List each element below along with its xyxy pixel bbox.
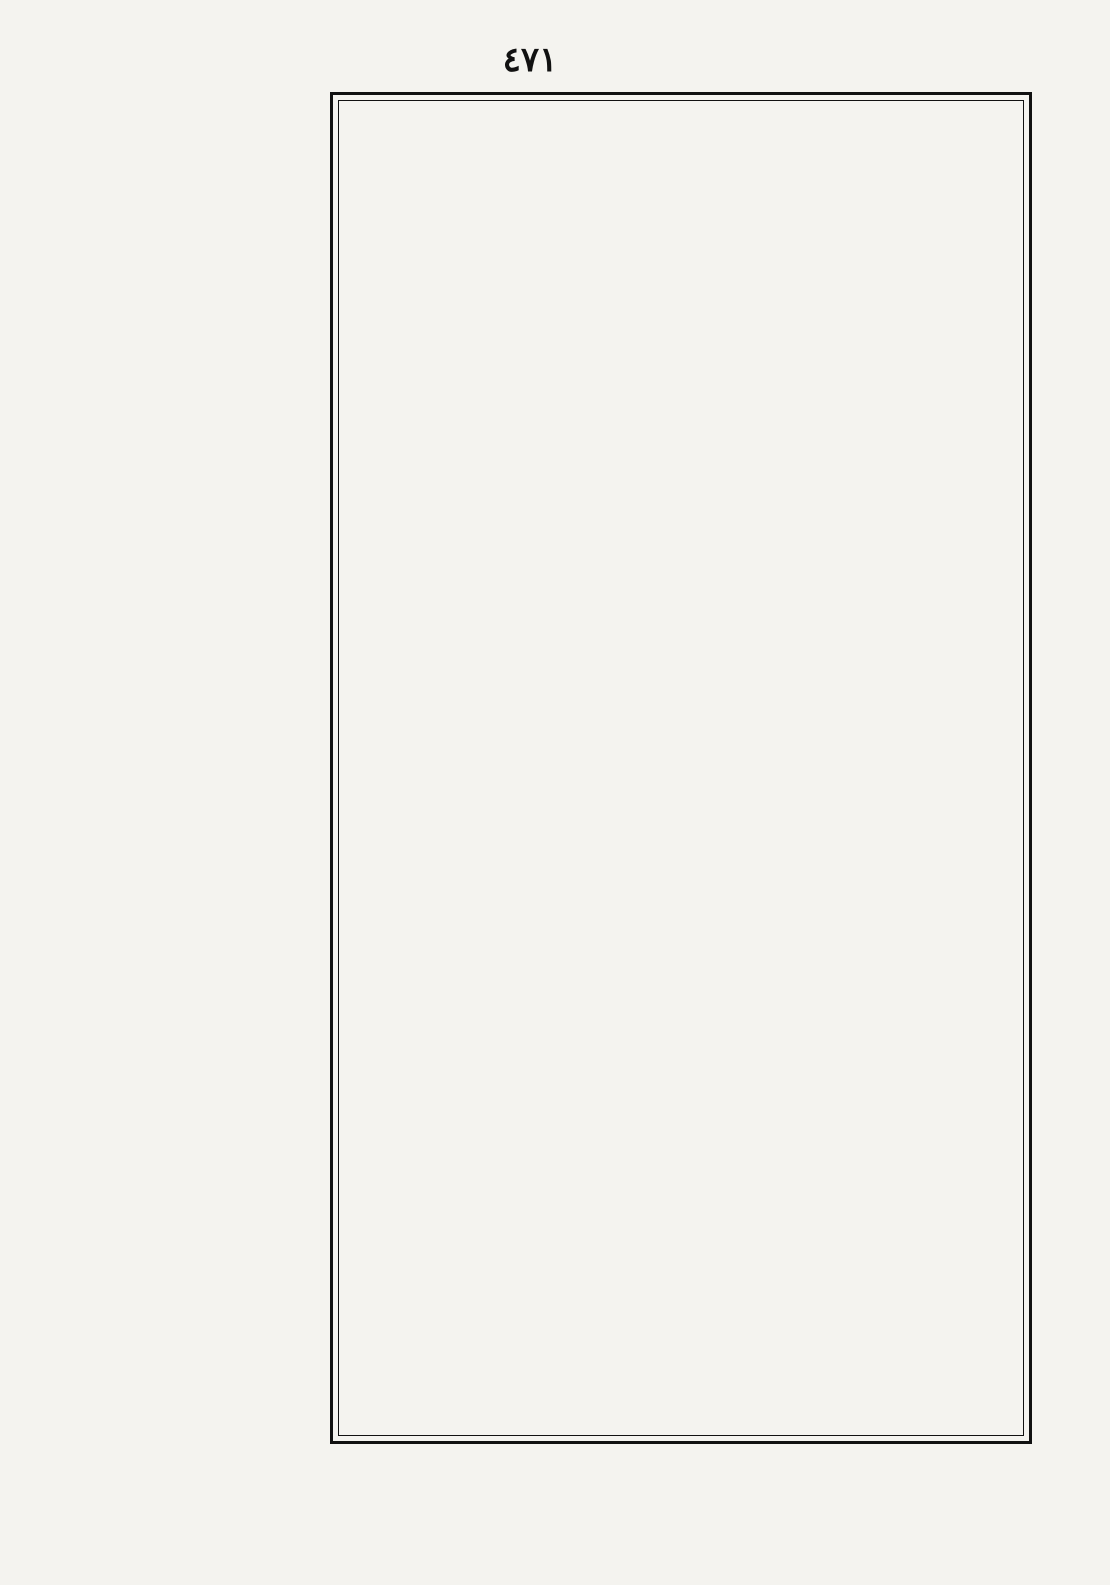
main-text-line xyxy=(347,393,1015,429)
main-text-line xyxy=(347,1174,1015,1210)
main-text-line xyxy=(347,180,1015,216)
margin-text-line xyxy=(135,1212,325,1248)
margin-text-line xyxy=(135,785,325,821)
margin-text-line xyxy=(135,1283,325,1319)
margin-text-line xyxy=(135,892,325,928)
main-text-line xyxy=(347,890,1015,926)
margin-text-line xyxy=(135,251,325,287)
main-text-line xyxy=(347,784,1015,820)
main-text-line xyxy=(347,1032,1015,1068)
margin-text-line xyxy=(135,1070,325,1106)
margin-text-line xyxy=(135,1105,325,1141)
main-text-line xyxy=(347,500,1015,536)
main-text-line xyxy=(347,606,1015,642)
main-text-line xyxy=(347,819,1015,855)
main-text-line xyxy=(347,322,1015,358)
main-text-line xyxy=(347,571,1015,607)
margin-text-line xyxy=(135,999,325,1035)
main-text-line xyxy=(347,1316,1015,1352)
main-text-column xyxy=(347,109,1015,1427)
main-text-frame xyxy=(330,92,1032,1444)
margin-text-line xyxy=(135,180,325,216)
main-text-line xyxy=(347,1068,1015,1104)
margin-gloss-column xyxy=(135,180,325,1568)
main-text-line xyxy=(347,961,1015,997)
main-text-line xyxy=(347,1245,1015,1281)
margin-text-line xyxy=(135,1177,325,1213)
main-text-line xyxy=(347,1387,1015,1423)
page-number: ٤٧١ xyxy=(502,40,558,80)
margin-text-line xyxy=(135,465,325,501)
margin-text-line xyxy=(135,1319,325,1355)
margin-text-line xyxy=(135,963,325,999)
main-text-line xyxy=(347,429,1015,465)
main-text-line xyxy=(347,677,1015,713)
margin-text-line xyxy=(135,1426,325,1462)
main-text-line xyxy=(347,1103,1015,1139)
margin-text-line xyxy=(135,536,325,572)
margin-text-line xyxy=(135,322,325,358)
main-text-line xyxy=(347,1139,1015,1175)
main-text-line xyxy=(347,464,1015,500)
margin-text-line xyxy=(135,678,325,714)
margin-text-line xyxy=(135,750,325,786)
margin-text-line xyxy=(135,358,325,394)
margin-text-line xyxy=(135,572,325,608)
margin-text-line xyxy=(135,1461,325,1497)
margin-text-line xyxy=(135,1248,325,1284)
main-text-line xyxy=(347,1352,1015,1388)
margin-text-line xyxy=(135,216,325,252)
margin-text-line xyxy=(135,1355,325,1391)
main-text-line xyxy=(347,216,1015,252)
margin-text-line xyxy=(135,821,325,857)
main-text-line xyxy=(347,926,1015,962)
main-text-line xyxy=(347,855,1015,891)
margin-text-line xyxy=(135,394,325,430)
main-text-line xyxy=(347,251,1015,287)
main-text-line xyxy=(347,997,1015,1033)
main-text-line xyxy=(347,535,1015,571)
margin-text-line xyxy=(135,927,325,963)
margin-text-line xyxy=(135,856,325,892)
main-text-line xyxy=(347,287,1015,323)
margin-text-line xyxy=(135,1141,325,1177)
margin-text-line xyxy=(135,1390,325,1426)
margin-text-line xyxy=(135,607,325,643)
margin-text-line xyxy=(135,1034,325,1070)
margin-text-line xyxy=(135,500,325,536)
margin-text-line xyxy=(135,714,325,750)
main-text-line xyxy=(347,145,1015,181)
margin-text-line xyxy=(135,1533,325,1569)
main-text-line xyxy=(347,1210,1015,1246)
margin-text-line xyxy=(135,287,325,323)
margin-text-line xyxy=(135,1497,325,1533)
main-text-line xyxy=(347,1281,1015,1317)
main-text-line xyxy=(347,358,1015,394)
main-text-line xyxy=(347,748,1015,784)
main-text-line xyxy=(347,713,1015,749)
main-text-line xyxy=(347,642,1015,678)
margin-text-line xyxy=(135,429,325,465)
margin-text-line xyxy=(135,643,325,679)
main-text-line xyxy=(347,109,1015,145)
